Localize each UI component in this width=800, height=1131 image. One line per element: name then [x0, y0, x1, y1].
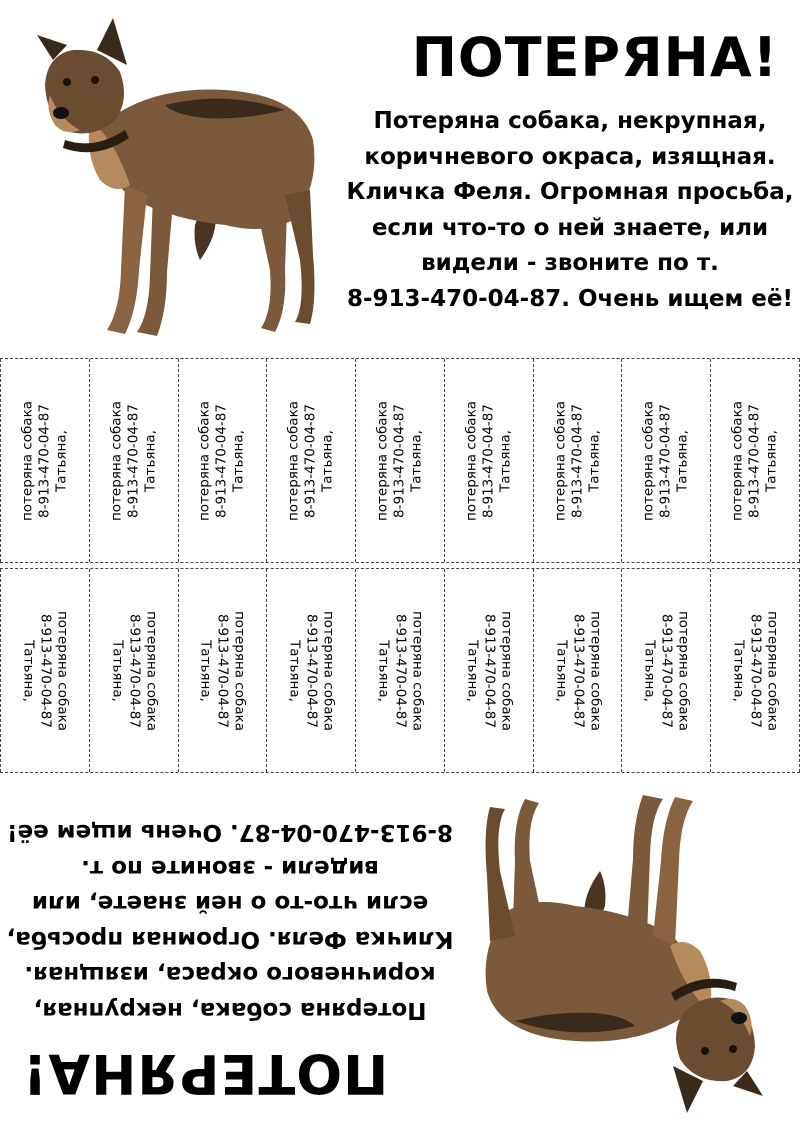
- description-line: 8-913-470-04-87. Очень ищем её!: [7, 819, 453, 846]
- tab-text-lost-dog: потеряна собака: [196, 400, 213, 521]
- tear-off-tab[interactable]: [0, 359, 89, 562]
- description-line: коричневого окраса, изящная.: [364, 143, 776, 170]
- tear-off-tab[interactable]: [444, 359, 533, 562]
- tab-text-name: Татьяна,: [464, 639, 481, 702]
- description-line: видели - звоните по т.: [421, 250, 719, 276]
- tab-text-lost-dog: потеряна собака: [19, 400, 36, 521]
- tab-text-lost-dog: потеряна собака: [729, 400, 746, 521]
- tab-text-lost-dog: потеряна собака: [143, 610, 160, 731]
- tab-text-name: Татьяна,: [553, 639, 570, 702]
- tab-text-phone: 8-913-470-04-87: [125, 403, 142, 518]
- description-line: Кличка Феля. Огромная просьба,: [6, 926, 454, 952]
- tear-off-tab[interactable]: [710, 359, 800, 562]
- tear-off-tab[interactable]: [710, 569, 800, 772]
- tab-text-name: Татьяна,: [674, 429, 691, 492]
- tear-off-tab[interactable]: [621, 359, 710, 562]
- tab-text-name: Татьяна,: [375, 639, 392, 702]
- tab-text-lost-dog: потеряна собака: [640, 400, 657, 521]
- tab-text-phone: 8-913-470-04-87: [36, 403, 53, 518]
- tab-text-phone: 8-913-470-04-87: [480, 403, 497, 518]
- tab-text-phone: 8-913-470-04-87: [126, 613, 143, 728]
- tab-text-phone: 8-913-470-04-87: [392, 613, 409, 728]
- poster-title: ПОТЕРЯНА!: [21, 1042, 389, 1105]
- dog-photo: [475, 786, 775, 1121]
- tab-text-name: Татьяна,: [497, 429, 514, 492]
- tab-text-name: Татьяна,: [763, 429, 780, 492]
- tab-text-name: Татьяна,: [109, 639, 126, 702]
- poster-bottom-inverted: [0, 775, 800, 1131]
- tab-text-lost-dog: потеряна собака: [231, 610, 248, 731]
- tear-off-tab[interactable]: [533, 359, 622, 562]
- tab-text-lost-dog: потеряна собака: [320, 610, 337, 731]
- dog-photo: [25, 10, 325, 345]
- tab-text-lost-dog: потеряна собака: [285, 400, 302, 521]
- tab-text-name: Татьяна,: [286, 639, 303, 702]
- description-line: если что-то о ней знаете, или: [31, 890, 429, 917]
- tab-text-name: Татьяна,: [197, 639, 214, 702]
- tear-off-tab[interactable]: [533, 569, 622, 772]
- tab-text-name: Татьяна,: [53, 429, 70, 492]
- tab-text-name: Татьяна,: [230, 429, 247, 492]
- tab-text-name: Татьяна,: [586, 429, 603, 492]
- tab-text-phone: 8-913-470-04-87: [303, 613, 320, 728]
- poster-title: ПОТЕРЯНА!: [411, 26, 779, 89]
- tab-text-lost-dog: потеряна собака: [374, 400, 391, 521]
- tear-off-tab[interactable]: [621, 569, 710, 772]
- tab-text-name: Татьяна,: [730, 639, 747, 702]
- tear-off-row-bottom: [0, 568, 800, 773]
- description-line: Кличка Феля. Огромная просьба,: [346, 179, 794, 205]
- tab-text-name: Татьяна,: [319, 429, 336, 492]
- tear-off-tab[interactable]: [89, 569, 178, 772]
- tear-off-tab[interactable]: [178, 359, 267, 562]
- tear-off-tab[interactable]: [266, 359, 355, 562]
- tab-text-lost-dog: потеряна собака: [108, 400, 125, 521]
- tab-text-phone: 8-913-470-04-87: [570, 613, 587, 728]
- poster-top: [0, 0, 800, 355]
- tab-text-phone: 8-913-470-04-87: [37, 613, 54, 728]
- tear-off-tab[interactable]: [355, 359, 444, 562]
- tab-text-lost-dog: потеряна собака: [409, 610, 426, 731]
- tab-text-lost-dog: потеряна собака: [54, 610, 71, 731]
- tab-text-phone: 8-913-470-04-87: [657, 403, 674, 518]
- tab-text-lost-dog: потеряна собака: [587, 610, 604, 731]
- tab-text-lost-dog: потеряна собака: [675, 610, 692, 731]
- description-line: Потеряна собака, некрупная,: [373, 108, 767, 134]
- tear-off-tab[interactable]: [178, 569, 267, 772]
- tab-text-phone: 8-913-470-04-87: [213, 403, 230, 518]
- tab-text-phone: 8-913-470-04-87: [302, 403, 319, 518]
- tab-text-name: Татьяна,: [20, 639, 37, 702]
- description-line: видели - звоните по т.: [81, 855, 379, 881]
- tab-text-lost-dog: потеряна собака: [552, 400, 569, 521]
- description-line: 8-913-470-04-87. Очень ищем её!: [347, 285, 793, 312]
- tab-text-name: Татьяна,: [408, 429, 425, 492]
- tab-text-lost-dog: потеряна собака: [498, 610, 515, 731]
- description-line: если что-то о ней знаете, или: [371, 214, 769, 241]
- tear-off-tab[interactable]: [355, 569, 444, 772]
- tear-off-tab[interactable]: [89, 359, 178, 562]
- tab-text-phone: 8-913-470-04-87: [747, 613, 764, 728]
- tab-text-lost-dog: потеряна собака: [463, 400, 480, 521]
- tab-text-phone: 8-913-470-04-87: [391, 403, 408, 518]
- poster-description: [340, 104, 800, 317]
- tear-off-tab[interactable]: [444, 569, 533, 772]
- tear-off-tab[interactable]: [0, 569, 89, 772]
- tab-text-phone: 8-913-470-04-87: [214, 613, 231, 728]
- tab-text-lost-dog: потеряна собака: [764, 610, 781, 731]
- tab-text-phone: 8-913-470-04-87: [481, 613, 498, 728]
- tab-text-name: Татьяна,: [641, 639, 658, 702]
- tab-text-phone: 8-913-470-04-87: [746, 403, 763, 518]
- description-line: Потеряна собака, некрупная,: [33, 997, 427, 1023]
- tear-off-tab[interactable]: [266, 569, 355, 772]
- tab-text-phone: 8-913-470-04-87: [569, 403, 586, 518]
- description-line: коричневого окраса, изящная.: [24, 961, 436, 988]
- tab-text-phone: 8-913-470-04-87: [658, 613, 675, 728]
- tab-text-name: Татьяна,: [142, 429, 159, 492]
- poster-description: [0, 814, 460, 1027]
- tear-off-row-top: [0, 358, 800, 563]
